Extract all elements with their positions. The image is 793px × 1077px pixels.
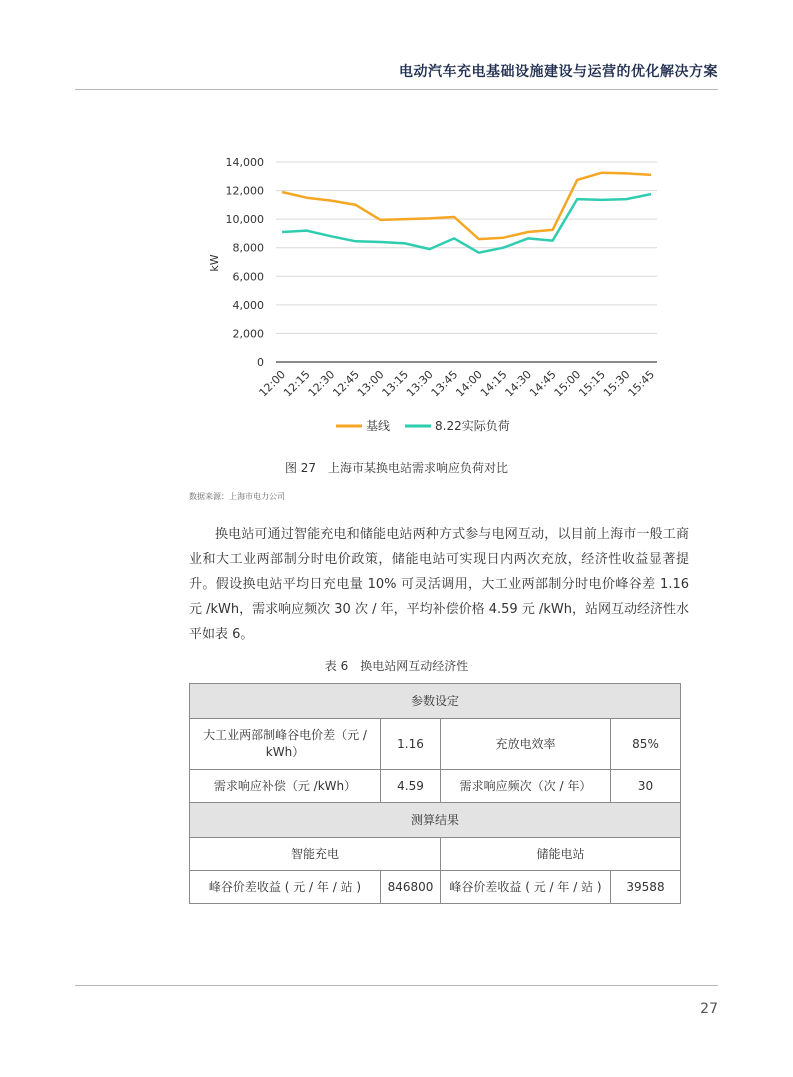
chart-gridlines	[276, 162, 657, 362]
chart-series	[282, 173, 651, 253]
y-tick-label: 14,000	[225, 156, 264, 169]
smart-charging-revenue-value: 846800	[381, 871, 441, 904]
x-tick-label: 14:45	[527, 367, 559, 400]
x-tick-label: 15:00	[551, 367, 584, 400]
dr-compensation-label: 需求响应补偿（元 /kWh）	[190, 770, 381, 803]
charge-efficiency-label: 充放电效率	[441, 719, 611, 770]
x-tick-label: 12:30	[305, 367, 338, 400]
x-tick-label: 12:15	[281, 367, 313, 400]
table-section-row	[190, 803, 681, 838]
body-paragraph: 换电站可通过智能充电和储能电站两种方式参与电网互动，以目前上海市一般工商业和大工业两部制分时电价政策，储能电站可实现日内两次充放，经济性收益显著提升。假设换电站平均日充电量 10% 可灵活调用，大工业两部制分时电价峰谷差 1.16 元 /kWh，需求响应频次 30 次 / 年，平均补偿价格 4.59 元 /kWh，站网互动经济性水平如表 6。	[189, 527, 689, 642]
table-row	[190, 871, 681, 904]
running-header-title: 电动汽车充电基础设施建设与运营的优化解决方案	[399, 64, 718, 80]
section-header-results: 测算结果	[190, 803, 681, 838]
x-tick-label: 13:00	[354, 367, 387, 400]
table-row	[190, 719, 681, 770]
storage-revenue-label: 峰谷价差收益 ( 元 / 年 / 站 )	[441, 871, 611, 904]
page-number: 27	[700, 1001, 718, 1017]
y-tick-label: 12,000	[225, 184, 264, 198]
storage-revenue-value: 39588	[611, 871, 681, 904]
smart-charging-header: 智能充电	[190, 838, 441, 871]
economics-table	[189, 683, 681, 904]
load-comparison-chart	[200, 148, 670, 448]
x-tick-label: 13:30	[404, 367, 436, 400]
x-tick-label: 14:30	[502, 367, 535, 400]
y-tick-label: 10,000	[225, 213, 264, 227]
table-row	[190, 838, 681, 871]
x-tick-label: 15:30	[600, 367, 633, 400]
y-tick-label: 0	[257, 356, 264, 369]
section-header-params: 参数设定	[190, 684, 681, 719]
x-tick-label: 15:15	[576, 367, 608, 400]
table-caption: 表 6 换电站网互动经济性	[324, 659, 469, 673]
header-divider	[75, 89, 718, 90]
x-tick-label: 13:45	[428, 367, 461, 400]
x-tick-label: 13:15	[379, 367, 412, 400]
baseline-series-line	[282, 173, 651, 239]
peak-valley-diff-value: 1.16	[381, 719, 441, 770]
footer-divider	[75, 985, 718, 986]
x-axis-ticks	[257, 368, 658, 400]
y-tick-label: 8,000	[232, 241, 264, 255]
x-tick-label: 15:45	[625, 367, 658, 400]
y-tick-label: 2,000	[232, 327, 264, 341]
figure-caption: 图 27 上海市某换电站需求响应负荷对比	[284, 461, 509, 475]
table-section-row	[190, 684, 681, 719]
data-source-note: 数据来源：上海市电力公司	[189, 492, 285, 501]
table-row	[190, 770, 681, 803]
dr-frequency-label: 需求响应频次（次 / 年）	[441, 770, 611, 803]
storage-station-header: 储能电站	[441, 838, 681, 871]
x-tick-label: 12:45	[330, 367, 362, 400]
y-tick-label: 4,000	[232, 298, 264, 312]
peak-valley-diff-label: 大工业两部制峰谷电价差（元 / kWh）	[190, 719, 381, 770]
y-tick-label: 6,000	[232, 270, 264, 284]
x-tick-label: 12:00	[256, 367, 289, 400]
chart-legend	[336, 418, 510, 433]
smart-charging-revenue-label: 峰谷价差收益 ( 元 / 年 / 站 )	[190, 871, 381, 904]
dr-frequency-value: 30	[611, 770, 681, 803]
dr-compensation-value: 4.59	[381, 770, 441, 803]
x-tick-label: 14:00	[453, 367, 485, 400]
legend-label: 基线	[366, 419, 391, 433]
y-axis-label: kW	[208, 254, 221, 272]
x-tick-label: 14:15	[477, 367, 510, 400]
y-axis-ticks	[226, 156, 265, 369]
charge-efficiency-value: 85%	[611, 719, 681, 770]
legend-label: 8.22实际负荷	[435, 419, 510, 433]
